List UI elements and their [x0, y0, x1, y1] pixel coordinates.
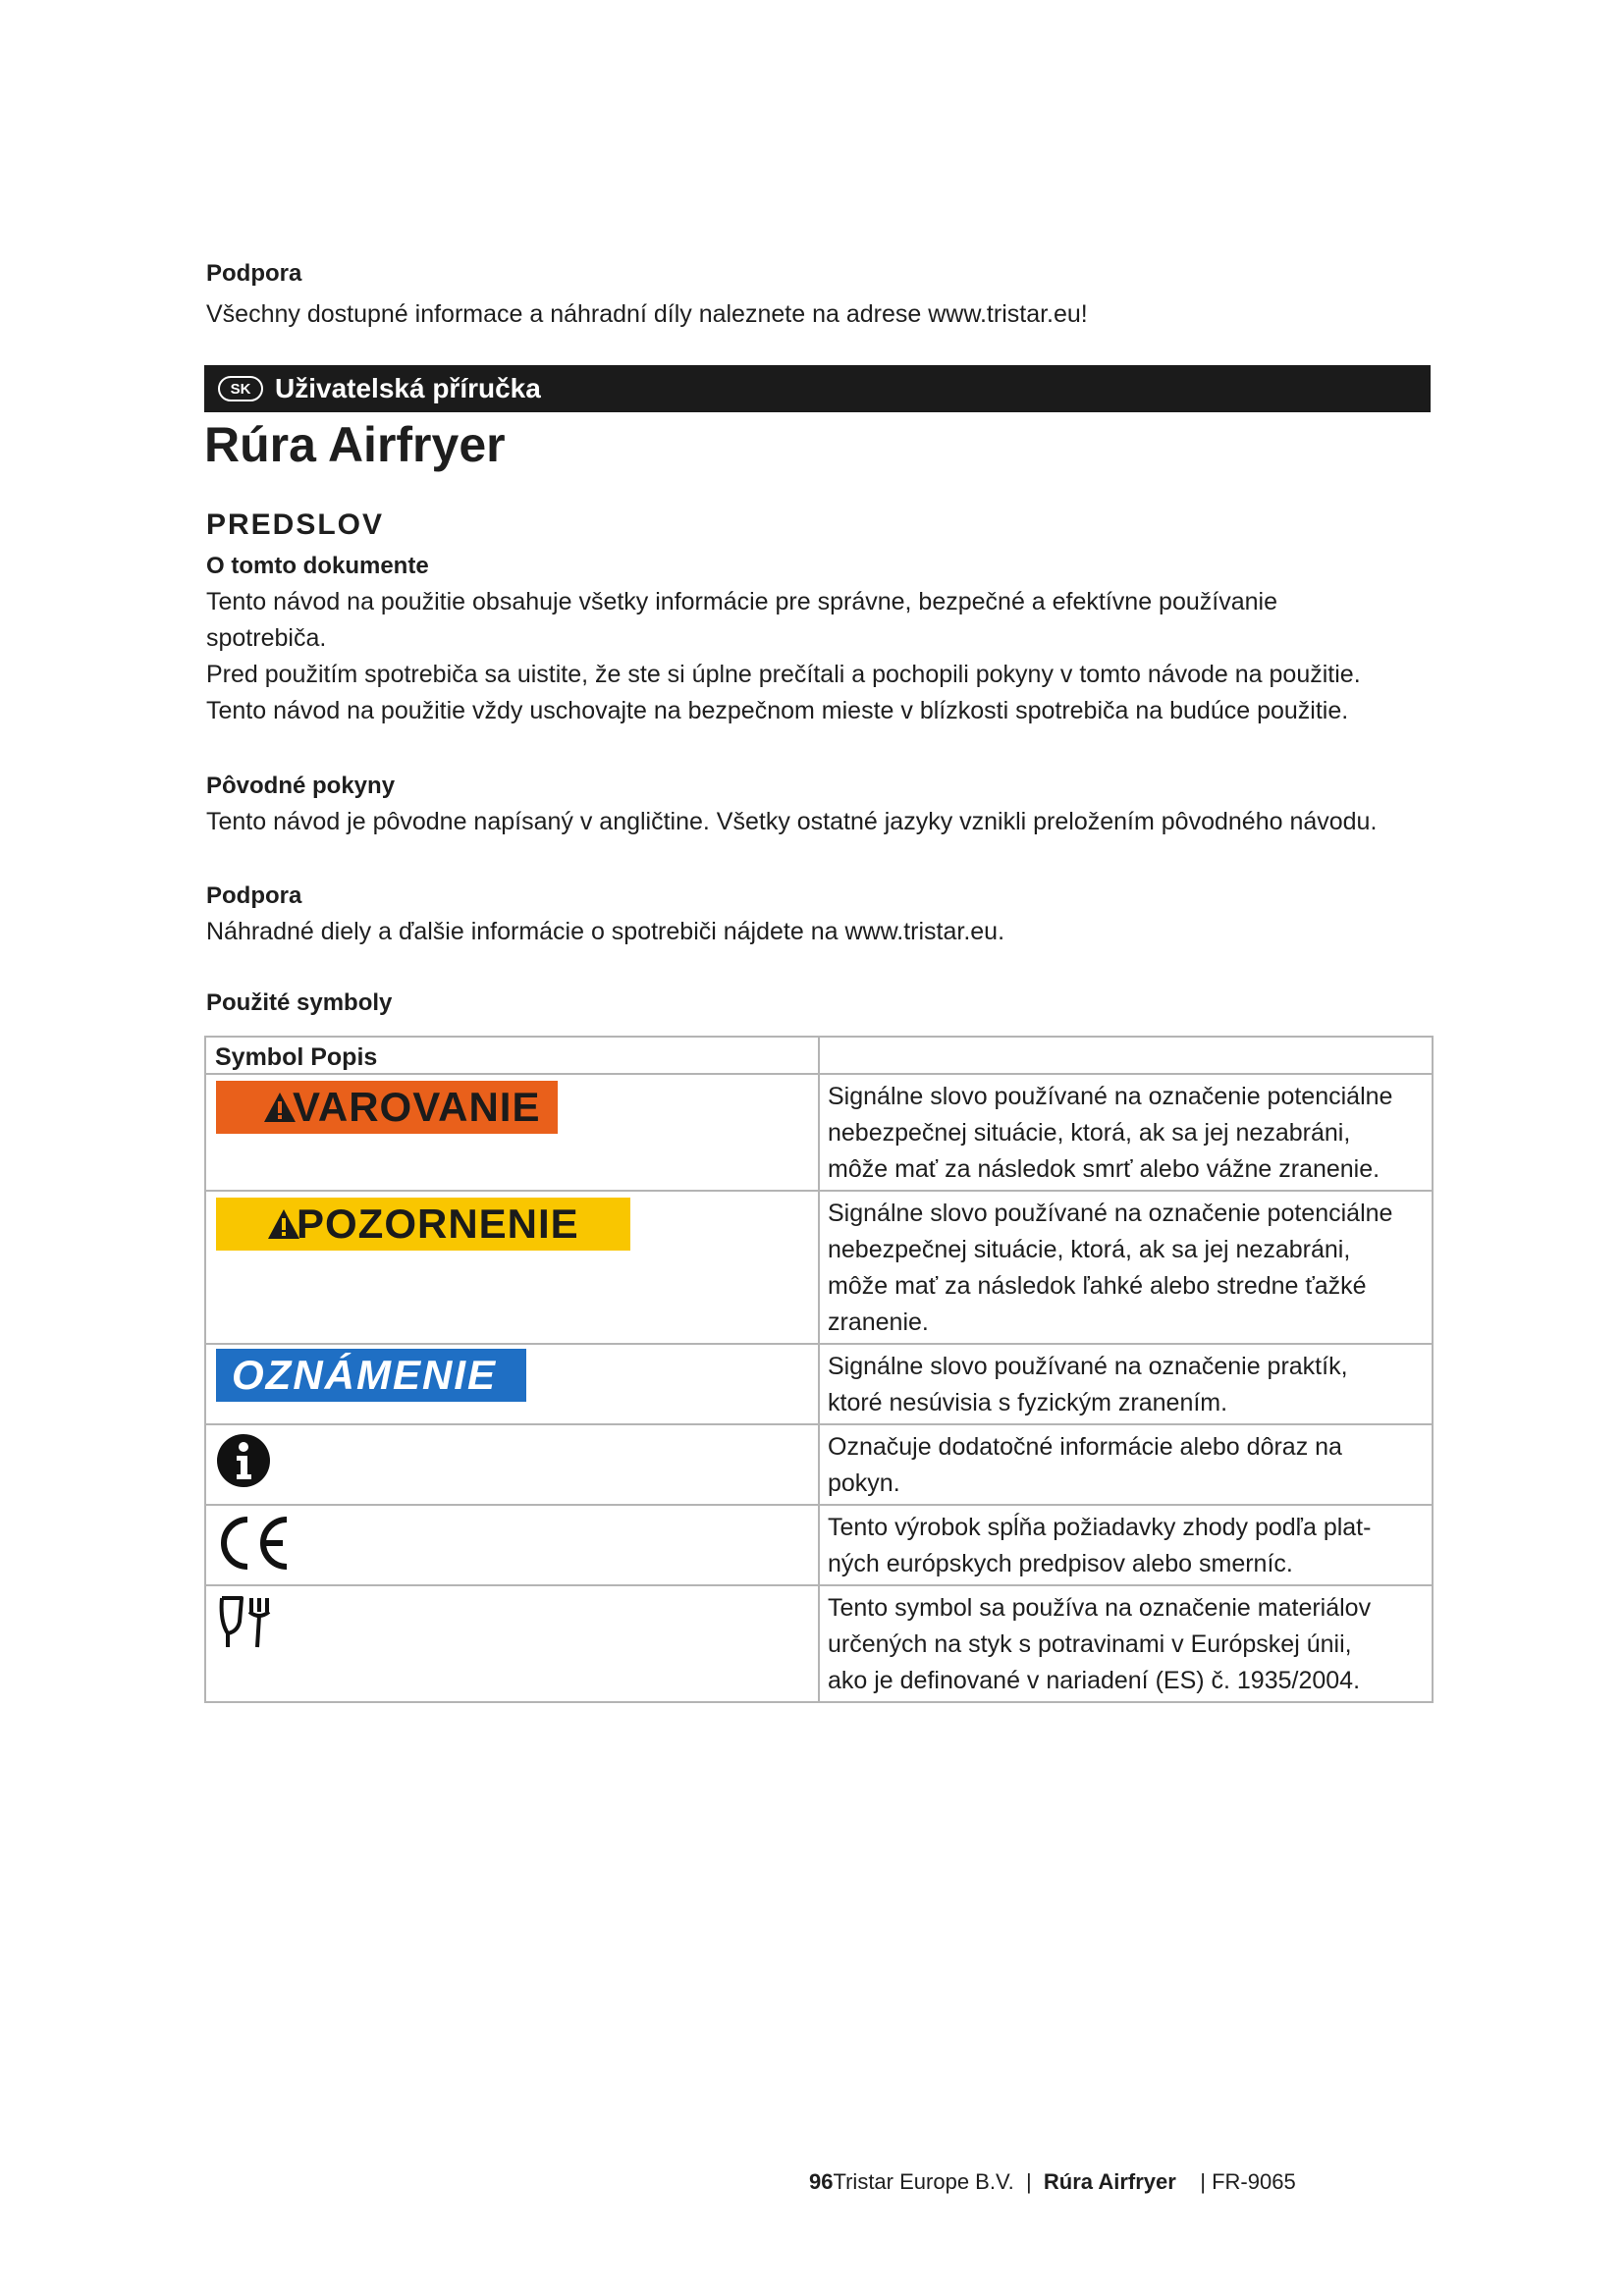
description-line: zranenie. [828, 1308, 929, 1336]
language-badge: SK [218, 376, 263, 401]
symbol-cell [205, 1505, 819, 1585]
about-line: Pred použitím spotrebiča sa uistite, že ste si úplne prečítali a pochopili pokyny v tomto návode na použitie. [206, 661, 1361, 688]
description-line: Označuje dodatočné informácie alebo dôraz na [828, 1433, 1342, 1461]
description-cell [819, 1585, 1433, 1702]
table-header-row [205, 1037, 1433, 1074]
description-line: určených na styk s potravinami v Európskej únii, [828, 1630, 1352, 1658]
notice-sign [216, 1349, 526, 1402]
warning-triangle-icon [267, 1207, 300, 1241]
symbol-cell [205, 1424, 819, 1505]
about-line: spotrebiča. [206, 624, 327, 652]
about-line: Tento návod na použitie obsahuje všetky informácie pre správne, bezpečné a efektívne používanie [206, 588, 1277, 615]
symbol-cell [205, 1074, 819, 1191]
section-title: PREDSLOV [206, 508, 385, 541]
symbols-table [204, 1036, 1434, 1703]
footer-model: FR-9065 [1212, 2169, 1296, 2194]
info-icon [216, 1433, 271, 1493]
description-cell [819, 1424, 1433, 1505]
description-line: ako je definované v nariadení (ES) č. 1935/2004. [828, 1667, 1361, 1694]
description-line: Tento výrobok spĺňa požiadavky zhody podľa plat- [828, 1514, 1372, 1541]
caution-label: POZORNENIE [297, 1201, 579, 1247]
footer-company: Tristar Europe B.V. [833, 2169, 1014, 2194]
description-cell [819, 1344, 1433, 1424]
caution-sign [216, 1198, 630, 1251]
description-cell [819, 1505, 1433, 1585]
table-row [205, 1344, 1433, 1424]
description-cell [819, 1074, 1433, 1191]
warning-triangle-icon [263, 1091, 297, 1124]
table-row [205, 1424, 1433, 1505]
support-text-cz: Všechny dostupné informace a náhradní díly naleznete na adrese www.tristar.eu! [206, 300, 1088, 328]
support-heading-cz: Podpora [206, 260, 302, 287]
description-line: nebezpečnej situácie, ktorá, ak sa jej nezabráni, [828, 1236, 1351, 1263]
banner-title: Uživatelská příručka [275, 373, 541, 403]
description-line: môže mať za následok ľahké alebo stredne ťažké [828, 1272, 1367, 1300]
original-heading: Pôvodné pokyny [206, 773, 396, 799]
description-line: Signálne slovo používané na označenie potenciálne [828, 1083, 1393, 1110]
description-line: nebezpečnej situácie, ktorá, ak sa jej nezabráni, [828, 1119, 1351, 1147]
notice-label: OZNÁMENIE [232, 1352, 497, 1398]
food-contact-icon [216, 1592, 275, 1658]
warning-sign [216, 1081, 558, 1134]
about-line: Tento návod na použitie vždy uschovajte na bezpečnom mieste v blízkosti spotrebiča na budúce použitie. [206, 697, 1349, 724]
support-heading: Podpora [206, 882, 302, 909]
description-line: Signálne slovo používané na označenie praktík, [828, 1353, 1348, 1380]
symbol-cell [205, 1344, 819, 1424]
description-line: ktoré nesúvisia s fyzickým zranením. [828, 1389, 1228, 1416]
original-text: Tento návod je pôvodne napísaný v angličtine. Všetky ostatné jazyky vznikli preložením pôvodného návodu. [206, 808, 1378, 835]
ce-mark-icon [216, 1514, 295, 1577]
footer-separator: | [1200, 2169, 1206, 2194]
about-heading: O tomto dokumente [206, 553, 429, 579]
description-line: ných európskych predpisov alebo smerníc. [828, 1550, 1293, 1577]
table-row [205, 1585, 1433, 1702]
warning-label: VAROVANIE [293, 1084, 541, 1130]
table-row [205, 1191, 1433, 1344]
symbols-heading: Použité symboly [206, 989, 393, 1016]
table-header-empty [819, 1037, 1433, 1074]
description-line: pokyn. [828, 1469, 900, 1497]
description-line: môže mať za následok smrť alebo vážne zranenie. [828, 1155, 1380, 1183]
table-row [205, 1505, 1433, 1585]
footer-product: Rúra Airfryer [1043, 2169, 1176, 2194]
language-banner [204, 365, 1431, 412]
about-text [206, 584, 1361, 729]
description-line: Signálne slovo používané na označenie potenciálne [828, 1200, 1393, 1227]
table-header: Symbol Popis [205, 1037, 819, 1074]
table-row [205, 1074, 1433, 1191]
page-number: 96 [809, 2169, 834, 2194]
document-title: Rúra Airfryer [204, 417, 506, 472]
page-footer [809, 2169, 1296, 2195]
support-text: Náhradné diely a ďalšie informácie o spotrebiči nájdete na www.tristar.eu. [206, 918, 1005, 945]
footer-separator: | [1025, 2169, 1032, 2194]
description-cell [819, 1191, 1433, 1344]
symbol-cell [205, 1585, 819, 1702]
symbol-cell [205, 1191, 819, 1344]
description-line: Tento symbol sa používa na označenie materiálov [828, 1594, 1372, 1622]
